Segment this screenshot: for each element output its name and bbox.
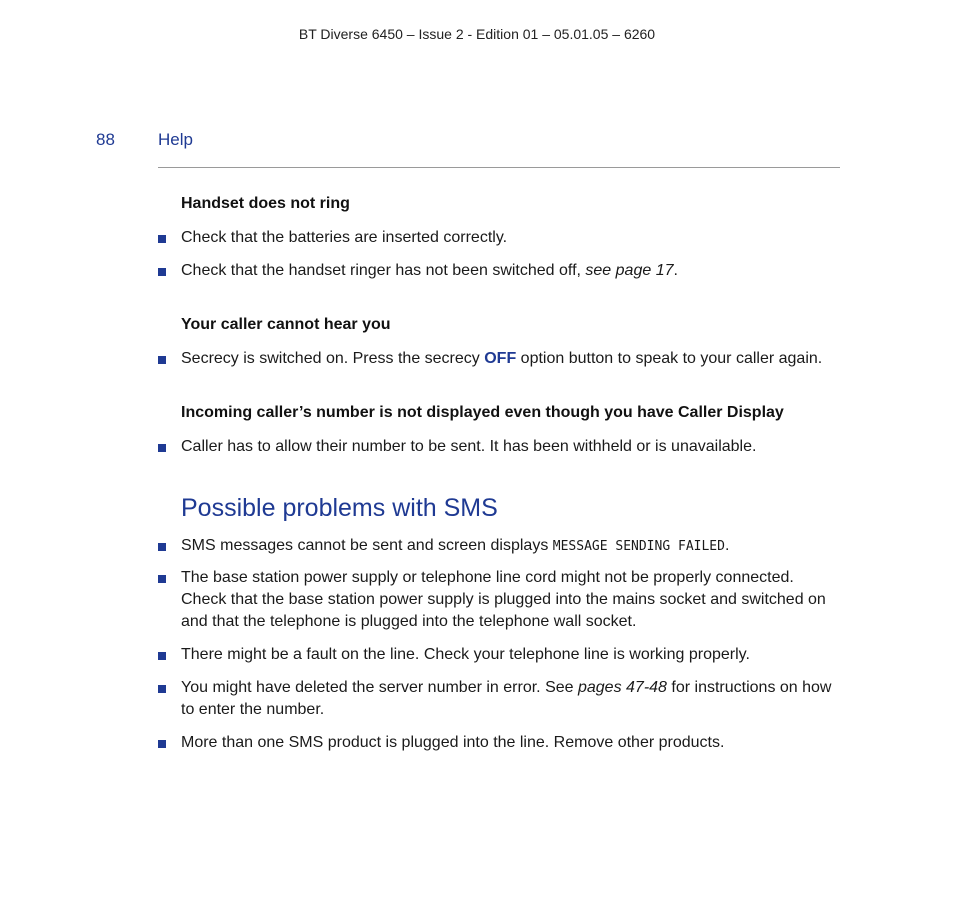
text-segment: You might have deleted the server number in error. See — [181, 679, 578, 696]
bullet-square-icon — [158, 356, 166, 364]
list-item — [158, 535, 840, 558]
list-item — [158, 260, 840, 282]
section-label: Help — [158, 130, 193, 149]
subhead-handset-not-ring: Handset does not ring — [181, 195, 350, 212]
list-item-text — [181, 348, 840, 370]
text-segment: . — [724, 537, 730, 554]
header-rule — [158, 167, 840, 168]
page-number: 88 — [96, 130, 115, 149]
list-item — [158, 227, 840, 249]
bullet-square-icon — [158, 444, 166, 452]
list-item — [158, 567, 840, 633]
text-segment: SMS messages cannot be sent and screen displays — [181, 537, 553, 554]
list-item-text — [181, 677, 840, 721]
list-item — [158, 436, 840, 458]
list-item-text — [181, 535, 840, 558]
display-message: MESSAGE SENDING FAILED — [552, 539, 725, 554]
list-item — [158, 348, 840, 370]
page-reference: see page 17 — [585, 262, 674, 279]
list-item-text — [181, 260, 840, 282]
bullet-square-icon — [158, 543, 166, 551]
list-item-text: There might be a fault on the line. Check your telephone line is working properly. — [181, 646, 750, 663]
text-segment: Check that the handset ringer has not been switched off, — [181, 262, 586, 279]
text-segment: option button to speak to your caller again. — [516, 350, 823, 367]
bullet-square-icon — [158, 652, 166, 660]
list-item-text: Check that the batteries are inserted correctly. — [181, 229, 508, 246]
bullet-square-icon — [158, 268, 166, 276]
list-item-text: The base station power supply or telephone line cord might not be properly connected. Check that the base station power supply is plugged into the mains socket and switched on and that the telephone is plugged into the telephone wall socket. — [181, 569, 826, 630]
bullet-square-icon — [158, 235, 166, 243]
running-header: BT Diverse 6450 – Issue 2 - Edition 01 – 05.01.05 – 6260 — [298, 26, 656, 42]
page-reference: pages 47-48 — [577, 679, 667, 696]
bullet-square-icon — [158, 740, 166, 748]
list-item — [158, 644, 840, 666]
list-item — [158, 677, 840, 721]
subhead-caller-number-not-displayed: Incoming caller’s number is not displayed even though you have Caller Display — [181, 404, 784, 421]
subhead-caller-cannot-hear: Your caller cannot hear you — [181, 316, 391, 333]
key-label-off: OFF — [484, 350, 517, 367]
list-item — [158, 732, 840, 754]
text-segment: . — [673, 262, 678, 279]
text-segment: Secrecy is switched on. Press the secrecy — [181, 350, 485, 367]
bullet-square-icon — [158, 575, 166, 583]
heading-sms-problems: Possible problems with SMS — [181, 494, 498, 522]
list-item-text: Caller has to allow their number to be sent. It has been withheld or is unavailable. — [181, 438, 757, 455]
list-item-text: More than one SMS product is plugged into the line. Remove other products. — [181, 734, 725, 751]
bullet-square-icon — [158, 685, 166, 693]
text-segment: for instructions on how to enter the number. — [181, 679, 832, 718]
